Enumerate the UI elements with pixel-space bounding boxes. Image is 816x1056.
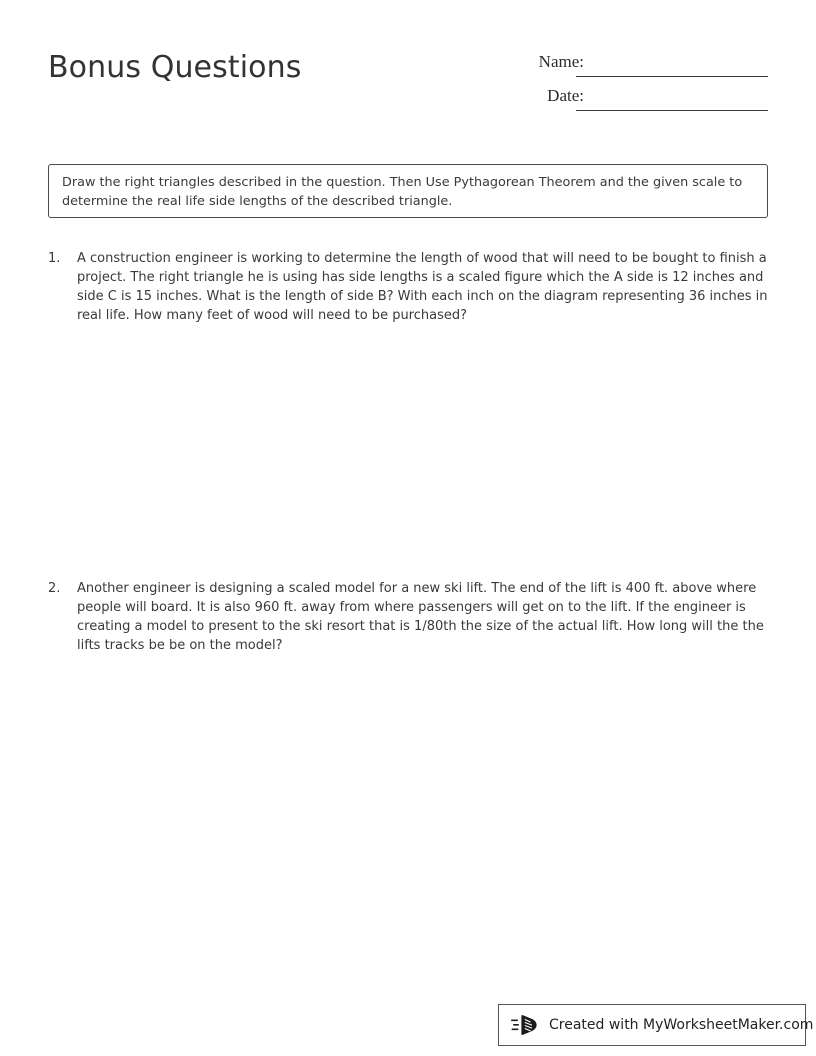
- footer-attribution-badge[interactable]: [498, 1004, 814, 1046]
- question-number: 1.: [48, 251, 61, 266]
- question-item: [48, 579, 768, 985]
- instruction-box: [48, 164, 768, 218]
- worksheet-header: [0, 0, 816, 140]
- question-workspace[interactable]: [48, 655, 768, 985]
- page-title: Bonus Questions: [48, 50, 302, 85]
- name-field-label: Name:: [538, 52, 584, 71]
- question-number: 2.: [48, 581, 61, 596]
- question-text: Another engineer is designing a scaled model for a new ski lift. The end of the lift is 400 ft. above where people will board. It is also 960 ft. away from where passengers will get on to the lift. If the engineer is creating a model to present to the ski resort that is 1/80th the size of the actual lift. How long will the the lifts tracks be be on the model?: [77, 581, 764, 653]
- date-field-row: [500, 84, 780, 118]
- date-field-line[interactable]: [576, 110, 768, 111]
- date-field-label: Date:: [547, 86, 584, 105]
- question-item: [48, 249, 768, 579]
- instruction-text: Draw the right triangles described in the question. Then Use Pythagorean Theorem and the given scale to determine the real life side lengths of the described triangle.: [62, 175, 743, 209]
- name-field-row: [500, 50, 780, 84]
- name-field-line[interactable]: [576, 76, 768, 77]
- question-text: A construction engineer is working to determine the length of wood that will need to be bought to finish a project. The right triangle he is using has side lengths is a scaled figure which the A side is 12 inches and side C is 15 inches. What is the length of side B? With each inch on the diagram representing 36 inches in real life. How many feet of wood will need to be purchased?: [77, 251, 768, 323]
- myworksheetmaker-logo-icon: [511, 1013, 541, 1037]
- student-info-fields: [500, 50, 780, 118]
- question-workspace[interactable]: [48, 325, 768, 579]
- questions-list: [48, 249, 768, 985]
- footer-attribution-text: Created with MyWorksheetMaker.com: [549, 1017, 814, 1033]
